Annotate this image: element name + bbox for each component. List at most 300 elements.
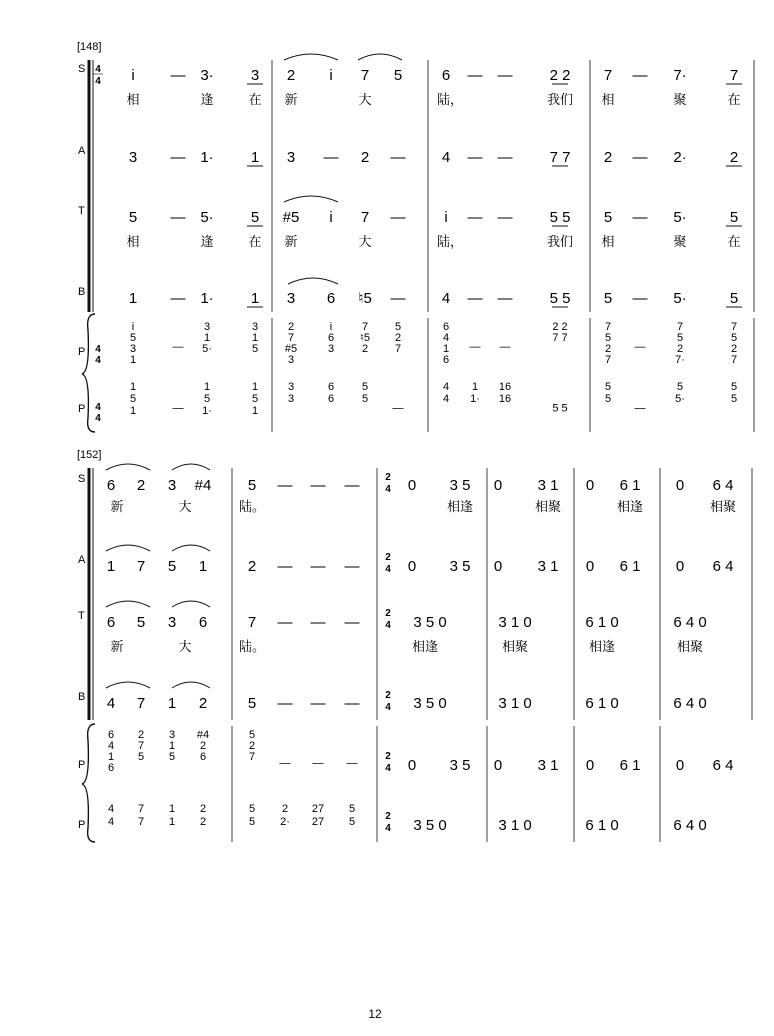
chord-note: 7·	[675, 354, 685, 366]
lyric: 相逢	[446, 500, 474, 515]
chord-note: 3	[287, 354, 295, 366]
note: 6 4 0	[673, 695, 707, 712]
note: 3 1 0	[498, 695, 532, 712]
note: 5·	[673, 290, 687, 307]
time-sig-bottom: 4	[385, 484, 391, 495]
chord-note: 1·	[202, 405, 212, 417]
chord-note: 5	[251, 343, 259, 355]
chord-note: 6 1	[619, 757, 641, 774]
note: 5 5	[549, 209, 571, 226]
note: 2 2	[549, 67, 571, 84]
note: 2	[198, 695, 208, 712]
note: —	[390, 209, 406, 226]
chord-note: 0	[407, 757, 417, 774]
chord-note: 7	[287, 332, 295, 344]
note: 0	[585, 558, 595, 575]
note: 2	[729, 149, 739, 166]
note: 3	[286, 149, 296, 166]
note: 5	[167, 558, 177, 575]
chord-note: 3	[168, 729, 176, 741]
lyric: 大	[358, 93, 372, 108]
chord-note: 2	[287, 321, 295, 333]
note: 3 5 0	[413, 695, 447, 712]
chord-note: 4	[107, 740, 115, 752]
part-label: P	[78, 346, 86, 358]
chord-note: —	[312, 757, 324, 770]
slur	[288, 278, 338, 284]
chord-note: 5	[676, 332, 684, 344]
note: 5	[247, 477, 257, 494]
note: —	[170, 149, 186, 166]
note: —	[277, 477, 293, 494]
slur	[106, 682, 150, 688]
note: 0	[493, 558, 503, 575]
chord-note: —	[469, 340, 481, 353]
lyric: 陆。	[238, 500, 266, 515]
chord-note: 4	[442, 332, 450, 344]
note: —	[310, 695, 326, 712]
note: 3 1	[537, 558, 559, 575]
chord-note: 5·	[675, 393, 685, 405]
note: —	[467, 67, 483, 84]
chord-note: 1	[129, 405, 137, 417]
chord-note: 5	[730, 393, 738, 405]
chord-note: 2	[361, 343, 369, 355]
chord-note: 5	[348, 803, 356, 815]
note: —	[170, 67, 186, 84]
note: i	[329, 67, 333, 84]
note: 5 5	[549, 290, 571, 307]
chord-note: 6 1 0	[585, 817, 619, 834]
slur	[106, 545, 150, 551]
note: 6 1	[619, 477, 641, 494]
time-sig-top: 2	[385, 690, 391, 701]
note: —	[323, 149, 339, 166]
lyric: 陆，	[436, 93, 464, 108]
slur	[358, 54, 402, 60]
chord-note: 2	[199, 816, 207, 828]
note: 6 1 0	[585, 614, 619, 631]
note: —	[170, 290, 186, 307]
time-sig-top: 2	[385, 751, 391, 762]
time-sig-bottom: 4	[95, 413, 101, 424]
chord-note: 16	[498, 381, 512, 393]
chord-note: 5	[361, 393, 369, 405]
note: —	[310, 477, 326, 494]
lyric: 相	[126, 235, 140, 250]
chord-note: 6	[107, 762, 115, 774]
note: 3	[128, 149, 138, 166]
note: —	[344, 558, 360, 575]
note: 3·	[200, 67, 214, 84]
slur	[284, 54, 338, 60]
note: 3	[286, 290, 296, 307]
chord-note: 5 5	[552, 402, 568, 415]
chord-note: 0	[585, 757, 595, 774]
slur	[172, 464, 210, 470]
chord-note: 5	[730, 332, 738, 344]
note: 6	[326, 290, 336, 307]
chord-note: 7	[137, 816, 145, 828]
note: 4	[441, 290, 451, 307]
chord-note: 3 5 0	[413, 817, 447, 834]
note: 6 1	[619, 558, 641, 575]
chord-note: 7	[730, 321, 738, 333]
note: 3 5 0	[413, 614, 447, 631]
chord-note: 2	[676, 343, 684, 355]
time-sig-top: 2	[385, 472, 391, 483]
note: —	[632, 149, 648, 166]
note: 7	[360, 67, 370, 84]
lyric: 新	[110, 500, 124, 515]
measure-marker: [148]	[77, 41, 102, 53]
lyric: 大	[178, 640, 192, 655]
note: 7	[603, 67, 613, 84]
part-label: B	[78, 286, 86, 298]
page-number: 12	[368, 1007, 382, 1021]
chord-note: 2	[281, 803, 289, 815]
chord-note: —	[172, 402, 184, 415]
chord-note: 1	[251, 332, 259, 344]
chord-note: 4	[442, 381, 450, 393]
note: 3	[167, 614, 177, 631]
note: 6 1 0	[585, 695, 619, 712]
chord-note: 1	[251, 381, 259, 393]
note: —	[497, 290, 513, 307]
chord-note: 4	[107, 803, 115, 815]
chord-note: 16	[498, 393, 512, 405]
chord-note: 2·	[280, 816, 290, 828]
chord-note: 2	[248, 740, 256, 752]
chord-note: 1	[168, 803, 176, 815]
note: 0	[493, 477, 503, 494]
chord-note: 5	[129, 393, 137, 405]
chord-note: 1	[203, 332, 211, 344]
chord-note: 6	[199, 751, 207, 763]
note: 5	[729, 290, 739, 307]
note: 5	[393, 67, 403, 84]
time-sig-bottom: 4	[385, 823, 391, 834]
note: 1	[167, 695, 177, 712]
lyric: 新	[284, 235, 298, 250]
note: 6	[441, 67, 451, 84]
note: 6 4 0	[673, 614, 707, 631]
lyric: 逢	[200, 93, 214, 108]
note: #4	[194, 477, 212, 494]
time-sig-top: 4	[95, 402, 101, 413]
measure-marker: [152]	[77, 449, 102, 461]
lyric: 我们	[546, 235, 574, 250]
note: 3 5	[449, 558, 471, 575]
note: 6 4	[712, 558, 734, 575]
note: 2	[136, 477, 146, 494]
lyric: 相	[126, 93, 140, 108]
time-sig-top: 4	[95, 64, 101, 75]
chord-note: 1	[168, 740, 176, 752]
lyric: 聚	[673, 235, 687, 250]
slur	[172, 545, 210, 551]
note: —	[467, 209, 483, 226]
chord-note: 5	[248, 729, 256, 741]
part-label: A	[78, 145, 86, 157]
note: 1	[198, 558, 208, 575]
note: 7	[136, 558, 146, 575]
chord-note: —	[634, 402, 646, 415]
note: 3 1 0	[498, 614, 532, 631]
chord-note: 1	[129, 381, 137, 393]
chord-note: 5	[203, 393, 211, 405]
chord-note: 2	[199, 740, 207, 752]
chord-note: 0	[675, 757, 685, 774]
note: 5	[128, 209, 138, 226]
chord-note: #5	[284, 343, 298, 355]
lyric: 相聚	[534, 500, 562, 515]
note: 0	[585, 477, 595, 494]
note: 7	[729, 67, 739, 84]
part-label: T	[78, 610, 85, 622]
note: —	[497, 67, 513, 84]
note: 4	[441, 149, 451, 166]
chord-note: 5·	[202, 343, 212, 355]
chord-note: ♮5	[359, 332, 371, 344]
note: 2	[286, 67, 296, 84]
chord-note: 1	[442, 343, 450, 355]
time-sig-bottom: 4	[95, 355, 101, 366]
chord-note: 7	[604, 321, 612, 333]
chord-note: —	[279, 757, 291, 770]
chord-note: 7	[248, 751, 256, 763]
chord-note: 2	[394, 332, 402, 344]
chord-note: 2	[199, 803, 207, 815]
chord-note: 5	[248, 816, 256, 828]
note: —	[310, 614, 326, 631]
slur	[284, 196, 338, 202]
note: —	[390, 149, 406, 166]
note: 0	[675, 558, 685, 575]
note: 5	[136, 614, 146, 631]
note: 7 7	[549, 149, 571, 166]
note: 0	[407, 558, 417, 575]
chord-note: 3	[203, 321, 211, 333]
note: 3	[250, 67, 260, 84]
part-label: P	[78, 403, 86, 415]
chord-note: 27	[311, 816, 325, 828]
note: 1·	[200, 290, 214, 307]
note: 6	[106, 614, 116, 631]
note: —	[390, 290, 406, 307]
note: 2	[247, 558, 257, 575]
part-label: T	[78, 205, 85, 217]
chord-note: i	[131, 321, 135, 333]
lyric: 在	[248, 235, 262, 250]
note: i	[444, 209, 448, 226]
note: 5·	[200, 209, 214, 226]
lyric: 在	[248, 93, 262, 108]
time-sig-bottom: 4	[385, 564, 391, 575]
lyric: 新	[284, 93, 298, 108]
time-sig-bottom: 4	[385, 763, 391, 774]
chord-note: —	[392, 402, 404, 415]
note: 7·	[673, 67, 687, 84]
chord-note: 5	[676, 381, 684, 393]
slur	[106, 464, 150, 470]
chord-note: 3 1	[537, 757, 559, 774]
chord-note: 7	[137, 803, 145, 815]
note: 5·	[673, 209, 687, 226]
chord-note: 2	[604, 343, 612, 355]
note: —	[497, 209, 513, 226]
chord-note: —	[634, 340, 646, 353]
note: —	[344, 614, 360, 631]
lyric: 相逢	[411, 640, 439, 655]
part-label: S	[78, 473, 86, 485]
chord-note: 4	[442, 393, 450, 405]
note: 3 1	[537, 477, 559, 494]
chord-note: 3	[251, 321, 259, 333]
lyric: 相逢	[588, 640, 616, 655]
note: —	[277, 558, 293, 575]
lyric: 大	[358, 235, 372, 250]
note: 5	[247, 695, 257, 712]
chord-note: 5	[137, 751, 145, 763]
note: 5	[250, 209, 260, 226]
chord-note: 6	[327, 332, 335, 344]
note: 5	[729, 209, 739, 226]
note: 2	[603, 149, 613, 166]
note: 3	[167, 477, 177, 494]
chord-note: 7 7	[552, 332, 568, 344]
note: 6 4	[712, 477, 734, 494]
chord-note: —	[346, 757, 358, 770]
chord-note: 27	[311, 803, 325, 815]
lyric: 我们	[546, 93, 574, 108]
chord-note: i	[329, 321, 333, 333]
part-label: B	[78, 691, 86, 703]
lyric: 相聚	[501, 640, 529, 655]
note: 7	[136, 695, 146, 712]
chord-note: 3	[287, 393, 295, 405]
chord-note: 1	[203, 381, 211, 393]
chord-note: 5	[394, 321, 402, 333]
chord-note: —	[172, 340, 184, 353]
chord-note: 1	[129, 354, 137, 366]
chord-note: —	[499, 340, 511, 353]
note: i	[131, 67, 135, 84]
chord-note: 5	[730, 381, 738, 393]
chord-note: 5	[248, 803, 256, 815]
note: —	[467, 149, 483, 166]
note: 6	[198, 614, 208, 631]
note: —	[277, 695, 293, 712]
chord-note: 7	[604, 354, 612, 366]
note: —	[497, 149, 513, 166]
note: 2	[360, 149, 370, 166]
chord-note: 2	[730, 343, 738, 355]
chord-note: 2	[137, 729, 145, 741]
chord-note: 5	[129, 332, 137, 344]
note: ♮5	[358, 290, 372, 307]
note: —	[344, 477, 360, 494]
lyric: 陆，	[436, 235, 464, 250]
chord-note: 6	[442, 321, 450, 333]
chord-note: 7	[394, 343, 402, 355]
chord-note: 6	[327, 393, 335, 405]
slur	[172, 682, 210, 688]
note: 1·	[200, 149, 214, 166]
slur	[172, 601, 210, 607]
chord-note: 7	[137, 740, 145, 752]
chord-note: 5	[604, 381, 612, 393]
chord-note: 7	[676, 321, 684, 333]
lyric: 相	[601, 93, 615, 108]
note: 4	[106, 695, 116, 712]
chord-note: 1	[471, 381, 479, 393]
chord-note: 3 5	[449, 757, 471, 774]
chord-note: 5	[604, 332, 612, 344]
note: 7	[247, 614, 257, 631]
lyric: 在	[727, 93, 741, 108]
note: 7	[360, 209, 370, 226]
time-sig-bottom: 4	[385, 620, 391, 631]
note: 3 5	[449, 477, 471, 494]
chord-note: 6	[327, 381, 335, 393]
note: 0	[675, 477, 685, 494]
note: —	[344, 695, 360, 712]
note: —	[632, 209, 648, 226]
note: 2·	[673, 149, 687, 166]
chord-note: 0	[493, 757, 503, 774]
lyric: 相逢	[616, 500, 644, 515]
time-sig-bottom: 4	[95, 76, 101, 87]
time-sig-top: 2	[385, 608, 391, 619]
note: —	[277, 614, 293, 631]
chord-note: 3	[129, 343, 137, 355]
chord-note: 5	[168, 751, 176, 763]
part-label: A	[78, 554, 86, 566]
note: 1	[106, 558, 116, 575]
note: i	[329, 209, 333, 226]
note: —	[632, 290, 648, 307]
time-sig-top: 2	[385, 811, 391, 822]
lyric: 相	[601, 235, 615, 250]
note: 0	[407, 477, 417, 494]
lyric: 相聚	[676, 640, 704, 655]
note: 1	[250, 290, 260, 307]
part-label: S	[78, 63, 86, 75]
chord-note: 3	[287, 381, 295, 393]
lyric: 在	[727, 235, 741, 250]
chord-note: 5	[348, 816, 356, 828]
chord-note: 7	[730, 354, 738, 366]
lyric: 相聚	[709, 500, 737, 515]
note: 5	[603, 290, 613, 307]
chord-note: 5	[604, 393, 612, 405]
slur	[106, 601, 150, 607]
chord-note: 3 1 0	[498, 817, 532, 834]
lyric: 聚	[673, 93, 687, 108]
time-sig-top: 2	[385, 552, 391, 563]
chord-note: 2 2	[552, 321, 568, 333]
chord-note: #4	[196, 729, 210, 741]
chord-note: 7	[361, 321, 369, 333]
chord-note: 3	[327, 343, 335, 355]
part-label: P	[78, 819, 86, 831]
note: 5	[603, 209, 613, 226]
chord-note: 5	[361, 381, 369, 393]
chord-note: 1	[251, 405, 259, 417]
chord-note: 6	[442, 354, 450, 366]
chord-note: 6 4	[712, 757, 734, 774]
